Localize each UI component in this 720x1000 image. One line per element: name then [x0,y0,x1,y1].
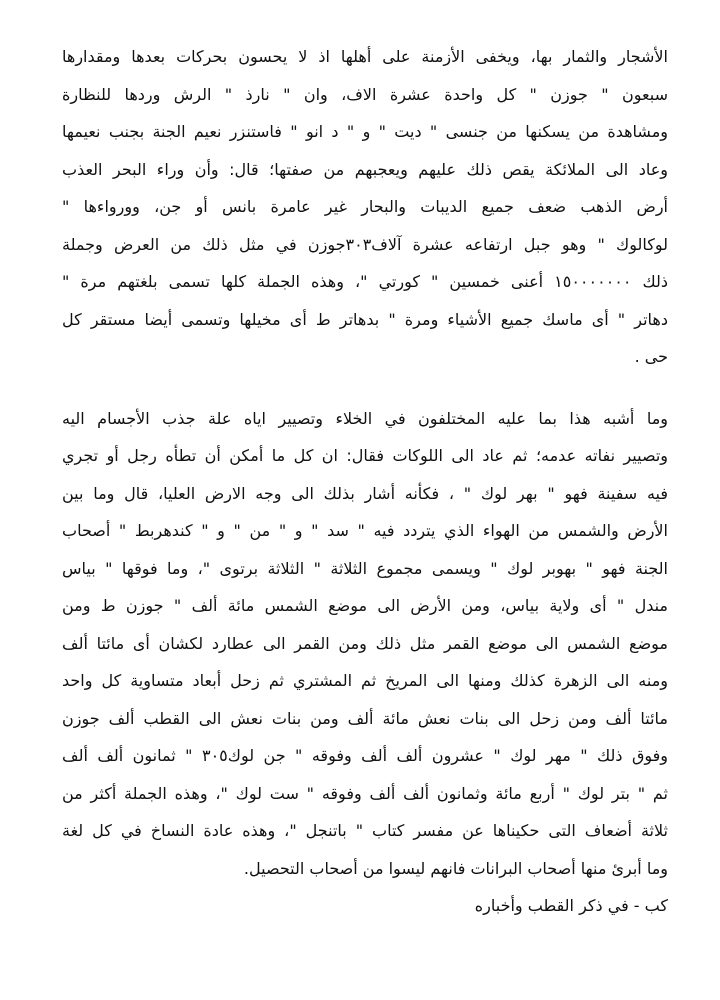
text-line: وما أشبه هذا بما عليه المختلفون في الخلاء وتصيير اياه علة جذب الأجسام اليه [62,408,668,428]
text-line: وعاد الى الملائكة يقص ذلك عليهم ويعجبهم من صفتها؛ قال: وأن وراء البحر العذب [62,159,668,179]
text-line: مائتا ألف ومن زحل الى بنات نعش مائة ألف ومن بنات نعش الى القطب ألف جوزن [62,708,668,728]
paragraph-2 [62,400,668,888]
text-line: حى . [634,347,668,366]
text-line: الأرض والشمس من الهواء الذي يتردد فيه " سد " و " من " و " كندهربط " أصحاب [62,521,668,540]
text-line: فيه سفينة فهو " بهر لوك " ، فكأنه أشار بذلك الى وجه الارض العليا، قال وما بين [62,483,668,503]
text-line: دهاتر " أى ماسك جميع الأشياء ومرة " بدهاتر ط أى مخيلها وتسمى أيضا مستقر كل [62,309,668,329]
text-line: موضع الشمس الى موضع القمر مثل ذلك ومن القمر الى عطارد لكشان أى مائتا ألف [62,633,668,653]
paragraph-gap [62,376,668,400]
text-line: مندل " أى ولاية بياس، ومن الأرض الى موضع الشمس مائة ألف " جوزن ط ومن [62,596,668,615]
text-line: وتصيير نفاته عدمه؛ ثم عاد الى اللوكات فقال: ان كل ما أمكن أن تطأه رجل أو تجري [62,446,668,465]
paragraph-1 [62,38,668,376]
text-line: الأشجار والثمار بها، ويخفى الأزمنة على أهلها اذ لا يحسون بحركات بعدها ومقدارها [62,47,668,66]
text-line: وما أبرئ منها أصحاب البرانات فانهم ليسوا من أصحاب التحصيل. [243,858,668,878]
text-line: ومنه الى الزهرة كذلك ومنها الى المريخ ثم المشتري ثم زحل أبعاد متساوية كل واحد [62,671,668,690]
text-line: أرض الذهب ضعف جميع الديبات والبحار غير عامرة بانس أو جن، وورواءها " [62,197,668,216]
text-line: وفوق ذلك " مهر لوك " عشرون ألف ألف وفوقه " جن لوك٣٠٥ " ثمانون ألف ألف [62,746,669,765]
section-heading: كب - في ذكر القطب وأخباره [474,896,668,915]
text-line: ثلاثة أضعاف التى حكيناها عن مفسر كتاب " باتنجل "، وهذه عادة النساخ في كل لغة [62,821,668,840]
text-line: لوكالوك " وهو جبل ارتفاعه عشرة آلاف٣٠٣جوزن في مثل ذلك من العرض وجملة [62,234,668,254]
text-line: سبعون " جوزن " كل واحدة عشرة الاف، وان " نارذ " الرش وردها للنظارة [62,84,668,104]
text-line: ذلك ١٥٠٠٠٠٠٠٠ أعنى خمسين " كورتي "، وهذه الجملة كلها تسمى بلغتهم مرة " [62,272,669,291]
text-line: ثم " بتر لوك " أربع مائة وثمانون ألف ألف وفوقه " ست لوك "، وهذه الجملة أكثر من [62,783,668,803]
document-page [62,38,668,925]
text-line: الجنة فهو " بهوبر لوك " ويسمى مجموع الثلاثة " الثلاثة برتوى "، وما فوقها " بياس [62,558,668,578]
text-line: ومشاهدة من يسكنها من جنسى " ديت " و " د انو " فاستنزر نعيم الجنة بجنب نعيمها [62,122,668,141]
